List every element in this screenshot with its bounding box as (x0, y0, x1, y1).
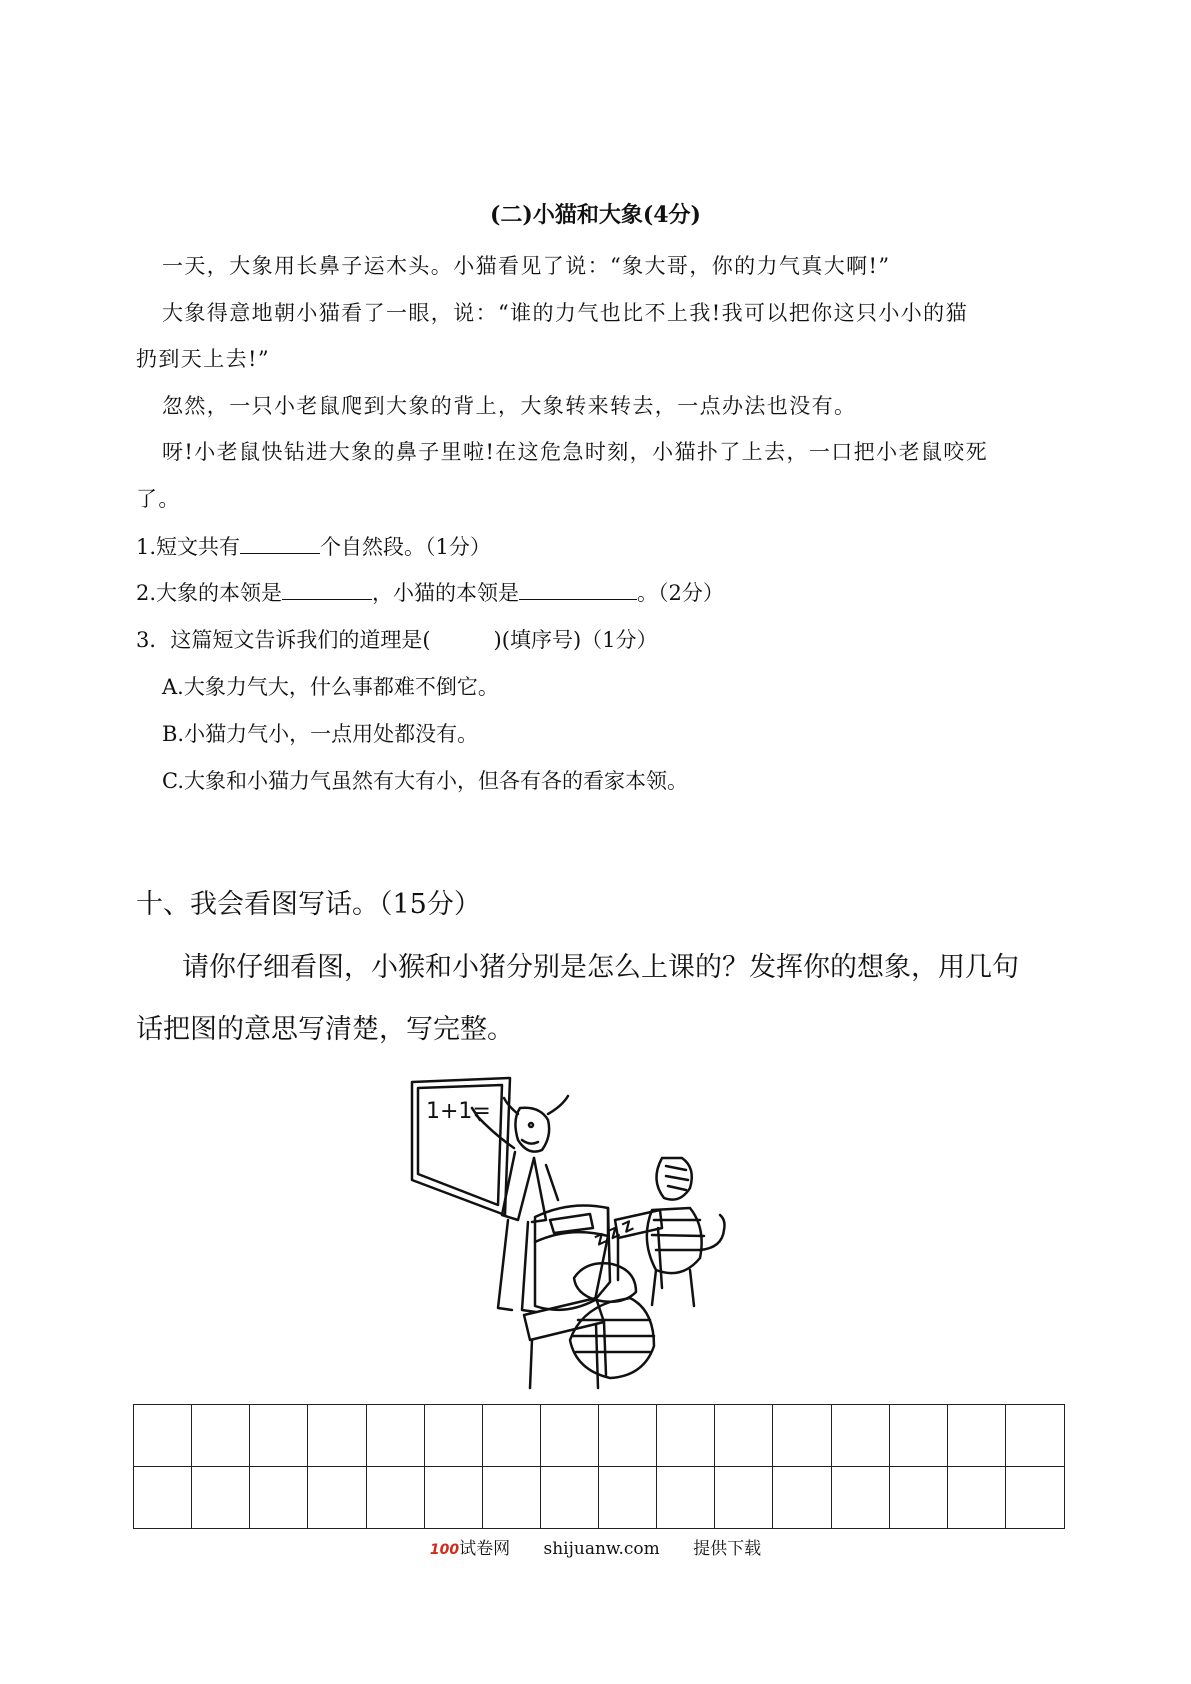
question-2-blank-1[interactable] (282, 579, 372, 600)
snore-text: Z Z Z (592, 1218, 637, 1250)
writing-grid-cell[interactable] (948, 1467, 1006, 1529)
writing-grid-cell[interactable] (541, 1405, 599, 1467)
writing-grid-cell[interactable] (308, 1405, 366, 1467)
writing-grid-cell[interactable] (890, 1467, 948, 1529)
question-2-prefix: 2.大象的本领是 (136, 581, 283, 605)
pig-student-figure (570, 1263, 654, 1378)
writing-grid-cell[interactable] (541, 1467, 599, 1529)
writing-grid-cell[interactable] (657, 1405, 715, 1467)
blackboard-text: 1+1= (426, 1099, 491, 1124)
writing-grid (133, 1404, 1065, 1529)
question-2-middle: ，小猫的本领是 (372, 581, 520, 605)
option-a: A.大象力气大，什么事都难不倒它。 (162, 675, 499, 699)
option-c: C.大象和小猫力气虽然有大有小，但各有各的看家本领。 (162, 769, 688, 793)
writing-grid-cell[interactable] (832, 1467, 890, 1529)
footer-note: 提供下载 (693, 1539, 762, 1559)
writing-grid-cell[interactable] (1006, 1405, 1064, 1467)
paragraph-1: 一天，大象用长鼻子运木头。小猫看见了说：“象大哥，你的力气真大啊!” (162, 254, 891, 278)
question-1-prefix: 1.短文共有 (136, 535, 241, 559)
question-2 (136, 577, 724, 607)
writing-grid-cell[interactable] (832, 1405, 890, 1467)
paragraph-4-line-1: 呀!小老鼠快钻进大象的鼻子里啦!在这危急时刻，小猫扑了上去，一口把小老鼠咬死 (162, 440, 989, 464)
question-1-suffix: 个自然段。（1分） (320, 535, 491, 559)
writing-grid-cell[interactable] (773, 1405, 831, 1467)
classroom-illustration (400, 1070, 800, 1395)
question-2-suffix: 。（2分） (637, 581, 724, 605)
writing-grid-cell[interactable] (250, 1467, 308, 1529)
footer (0, 1534, 1191, 1559)
writing-grid-cell[interactable] (367, 1405, 425, 1467)
footer-domain: shijuanw.com (543, 1539, 660, 1559)
writing-prompt-line-2: 话把图的意思写清楚，写完整。 (136, 1014, 514, 1045)
writing-grid-cell[interactable] (134, 1467, 192, 1529)
writing-grid-cell[interactable] (425, 1467, 483, 1529)
writing-grid-cell[interactable] (715, 1467, 773, 1529)
writing-grid-cell[interactable] (250, 1405, 308, 1467)
pig-desk (524, 1298, 606, 1388)
question-3: 3．这篇短文告诉我们的道理是( )(填序号)（1分） (136, 628, 658, 652)
paragraph-2-line-2: 扔到天上去!” (136, 347, 270, 371)
footer-site-name: 试卷网 (459, 1539, 511, 1559)
paragraph-3: 忽然，一只小老鼠爬到大象的背上，大象转来转去，一点办法也没有。 (162, 394, 857, 418)
writing-grid-cell[interactable] (948, 1405, 1006, 1467)
writing-grid-cell[interactable] (483, 1405, 541, 1467)
writing-grid-cell[interactable] (134, 1405, 192, 1467)
writing-grid-cell[interactable] (715, 1405, 773, 1467)
writing-grid-cell[interactable] (657, 1467, 715, 1529)
paragraph-4-line-2: 了。 (136, 487, 181, 511)
question-1 (136, 531, 491, 561)
footer-brand (430, 1539, 510, 1559)
writing-grid-cell[interactable] (425, 1405, 483, 1467)
writing-grid-cell[interactable] (367, 1467, 425, 1529)
writing-grid-cell[interactable] (483, 1467, 541, 1529)
writing-heading: 十、我会看图写话。（15分） (136, 889, 481, 920)
writing-grid-cell[interactable] (192, 1405, 250, 1467)
writing-grid-cell[interactable] (308, 1467, 366, 1529)
writing-grid-cell[interactable] (773, 1467, 831, 1529)
writing-grid-cell[interactable] (599, 1467, 657, 1529)
reading-title: (二)小猫和大象(4分) (490, 202, 701, 228)
writing-grid-cell[interactable] (1006, 1467, 1064, 1529)
option-b: B.小猫力气小，一点用处都没有。 (162, 722, 479, 746)
writing-prompt-line-1: 请你仔细看图，小猴和小猪分别是怎么上课的？发挥你的想象，用几句 (182, 952, 1019, 983)
question-1-blank[interactable] (240, 533, 320, 554)
paragraph-2-line-1: 大象得意地朝小猫看了一眼，说：“谁的力气也比不上我!我可以把你这只小小的猫 (162, 301, 968, 325)
footer-logo-number: 100 (429, 1542, 460, 1558)
ox-teacher-figure (472, 1096, 568, 1312)
question-2-blank-2[interactable] (519, 579, 637, 600)
writing-grid-cell[interactable] (599, 1405, 657, 1467)
writing-grid-cell[interactable] (890, 1405, 948, 1467)
writing-grid-cell[interactable] (192, 1467, 250, 1529)
